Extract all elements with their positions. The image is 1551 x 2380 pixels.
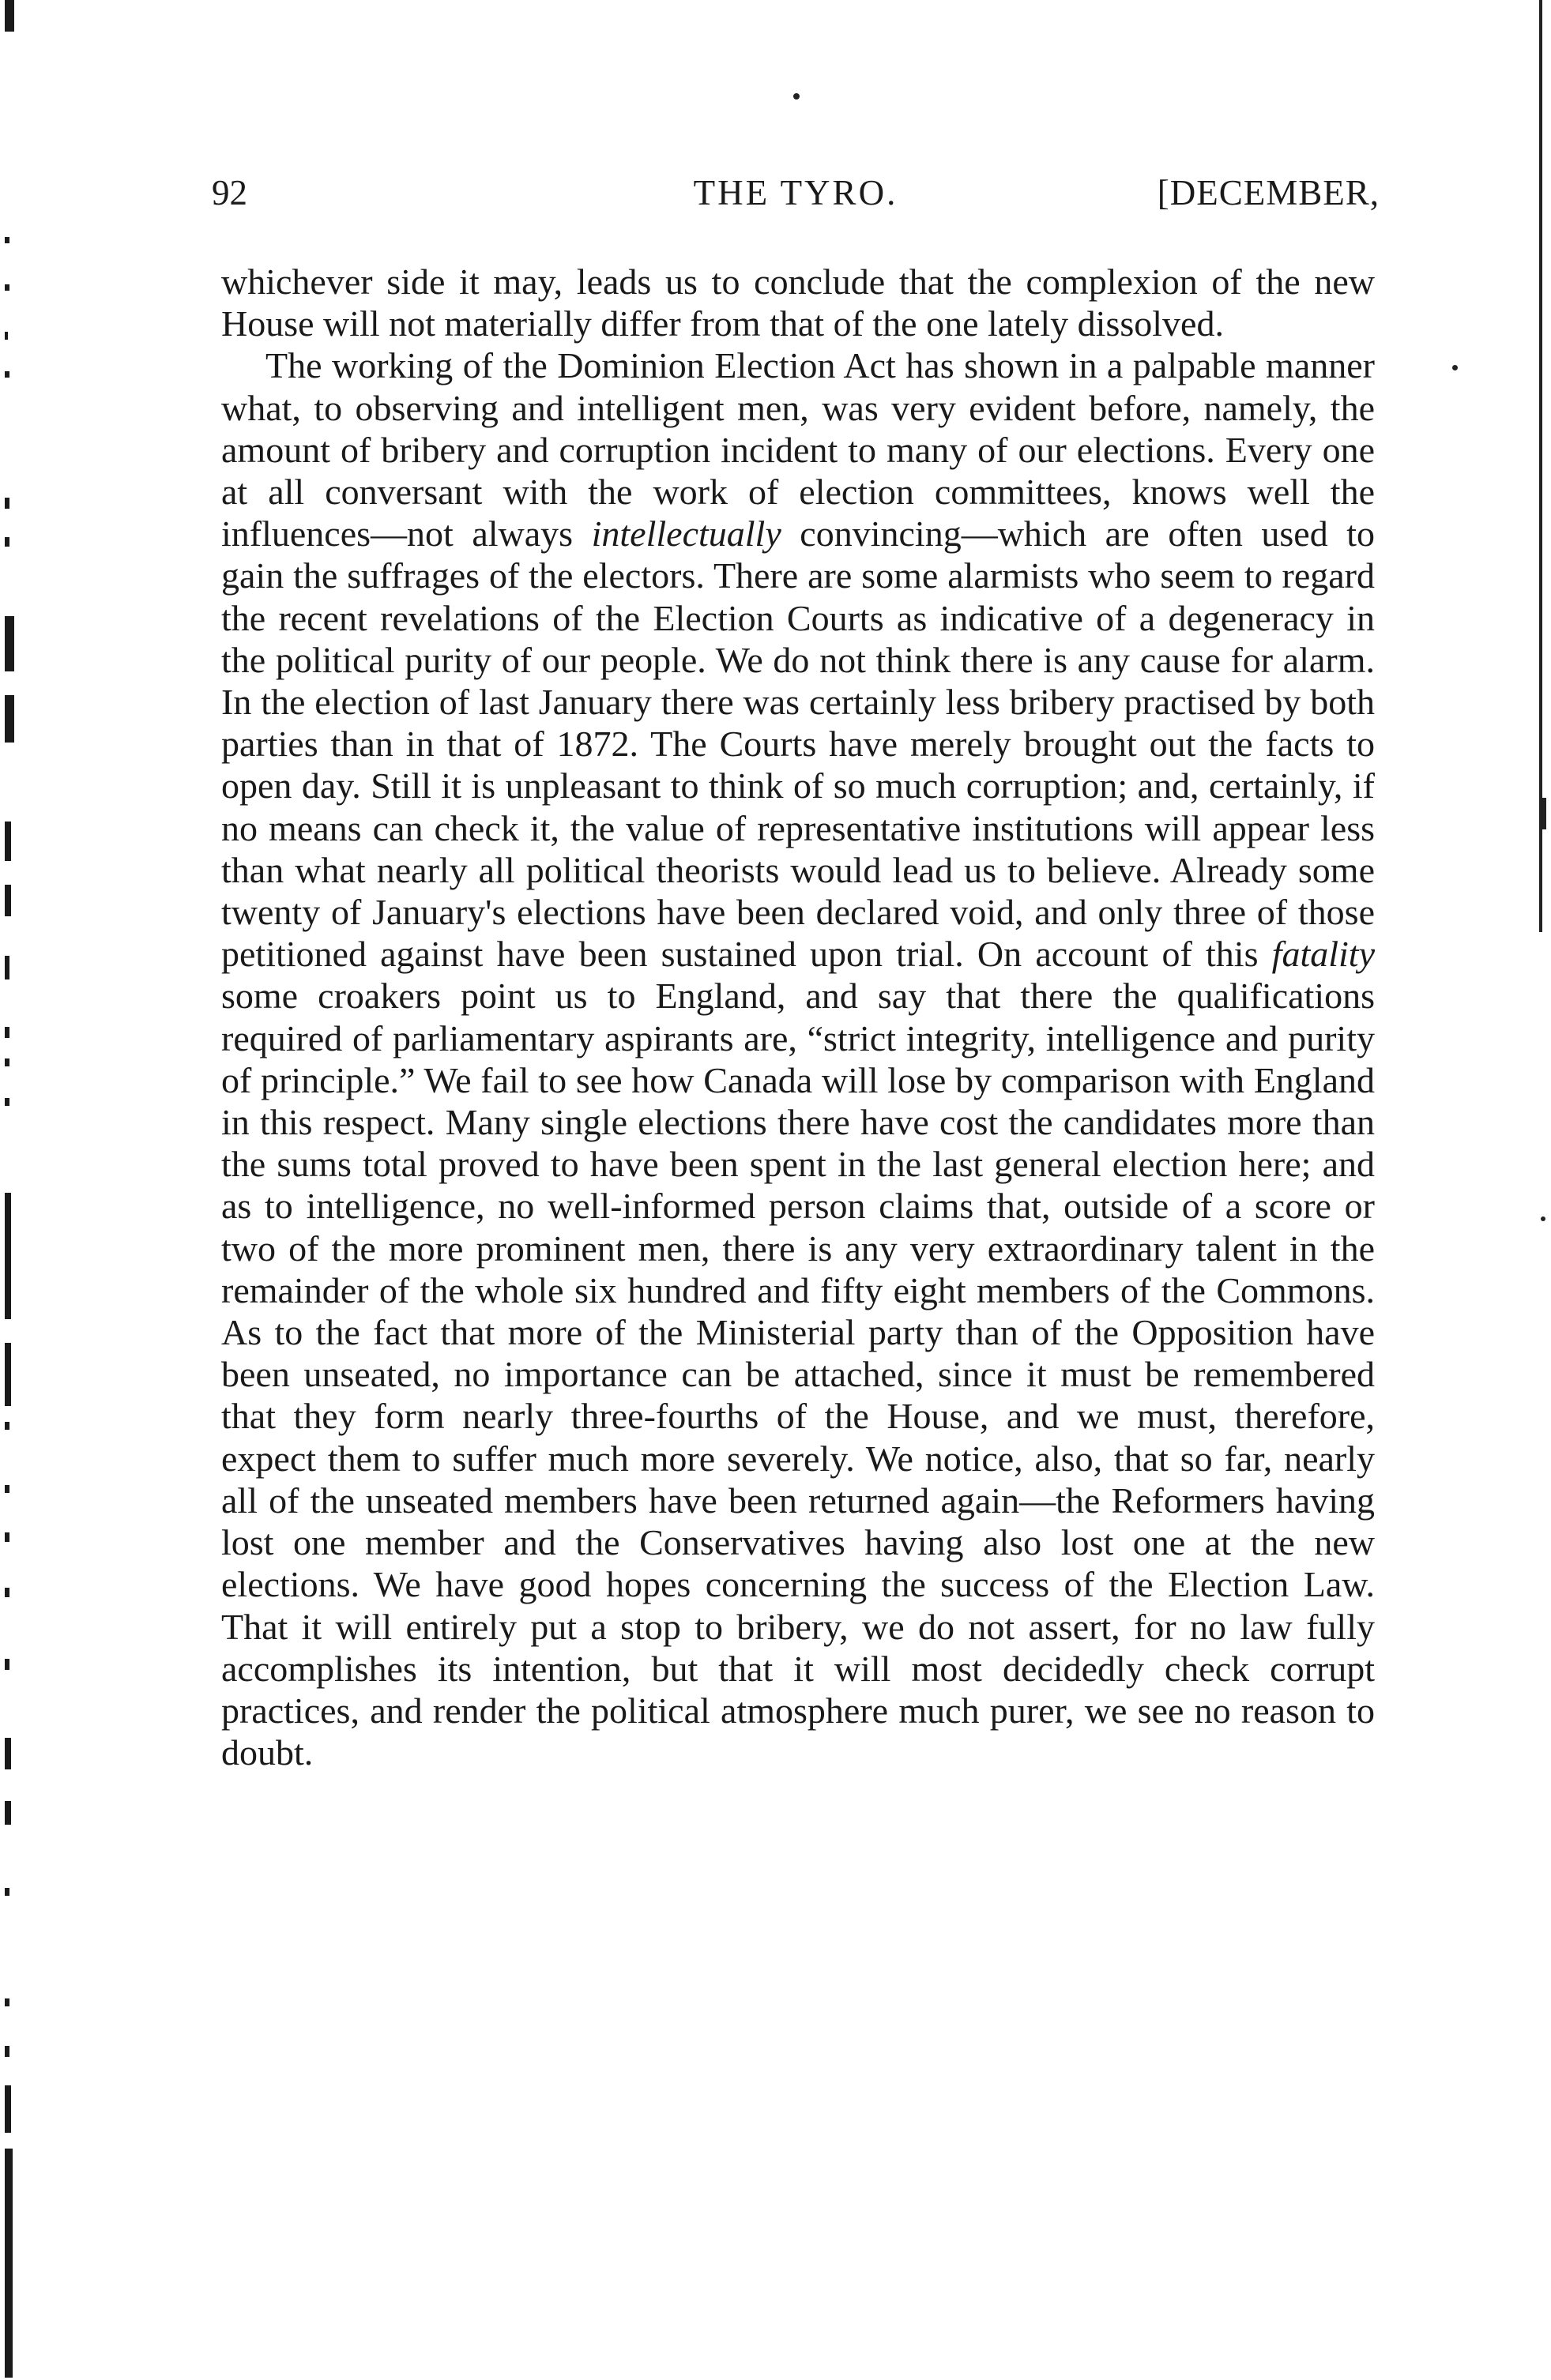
scan-speck bbox=[1542, 798, 1546, 829]
paragraph-election-act bbox=[221, 344, 1375, 1773]
issue-month: [DECEMBER, bbox=[1157, 173, 1380, 212]
scan-margin-artifact bbox=[0, 0, 35, 2380]
scan-speck bbox=[1452, 365, 1458, 370]
text-run: The working of the Dominion Election Act has shown in a palpable manner what, to observing and intelligent men, was very evident before, namely, the amount of bribery and corruption incident to many of our elections. Every one at all conversant with the work of election committees, knows well the influences—not always bbox=[221, 345, 1375, 555]
text-run: convincing—which are often used to gain the suffrages of the electors. There are some alarmists who seem to regard the recent revelations of the Election Courts as indicative of a degeneracy in the political purity of our people. We do not think there is any cause for alarm. In the election of last January there was certainly less bribery practised by both parties than in that of 1872. The Courts have merely brought out the facts to open day. Still it is unpleasant to think of so much corruption; and, certainly, if no means can check it, the value of representative institutions will appear less than what nearly all political theorists would lead us to believe. Already some twenty of January's elections have been declared void, and only three of those petitioned against have been sustained upon trial. On account of this bbox=[221, 513, 1376, 975]
italic-word-intellectually: intellectually bbox=[591, 513, 781, 555]
paragraph-continuation: whichever side it may, leads us to conclude that the complexion of the new House will not materially differ from that of the one lately dissolved. bbox=[221, 261, 1375, 344]
article-body bbox=[221, 261, 1375, 1773]
page-number: 92 bbox=[212, 173, 247, 212]
italic-word-fatality: fatality bbox=[1271, 934, 1375, 975]
journal-title: THE TYRO. bbox=[693, 173, 898, 212]
scan-edge-rule bbox=[1539, 0, 1542, 932]
scan-speck bbox=[1541, 1216, 1545, 1221]
text-run: some croakers point us to England, and say that there the qualifications required of parliamentary aspirants are, “strict integrity, intelligence and purity of principle.” We fail to see how Canada will lose by comparison with England in this respect. Many single elections there have cost the candidates more than the sums total proved to have been spent in the last general election here; and as to intelligence, no well-informed person claims that, outside of a score or two of the more prominent men, there is any very extraordinary talent in the remainder of the whole six hundred and fifty eight members of the Commons. As to the fact that more of the Ministerial party than of the Opposition have been unseated, no importance can be attached, since it must be remembered that they form nearly three-fourths of the House, and we must, therefore, expect them to suffer much more severely. We notice, also, that so far, nearly all of the unseated members have been returned again—the Reformers having lost one member and the Conservatives having also lost one at the new elections. We have good hopes concerning the success of the Election Law. That it will entirely put a stop to bribery, we do not assert, for no law fully accomplishes its intention, but that it will most decidedly check corrupt practices, and render the political atmosphere much purer, we see no reason to doubt. bbox=[221, 976, 1375, 1773]
scan-speck bbox=[793, 93, 800, 100]
running-head bbox=[212, 172, 1380, 220]
